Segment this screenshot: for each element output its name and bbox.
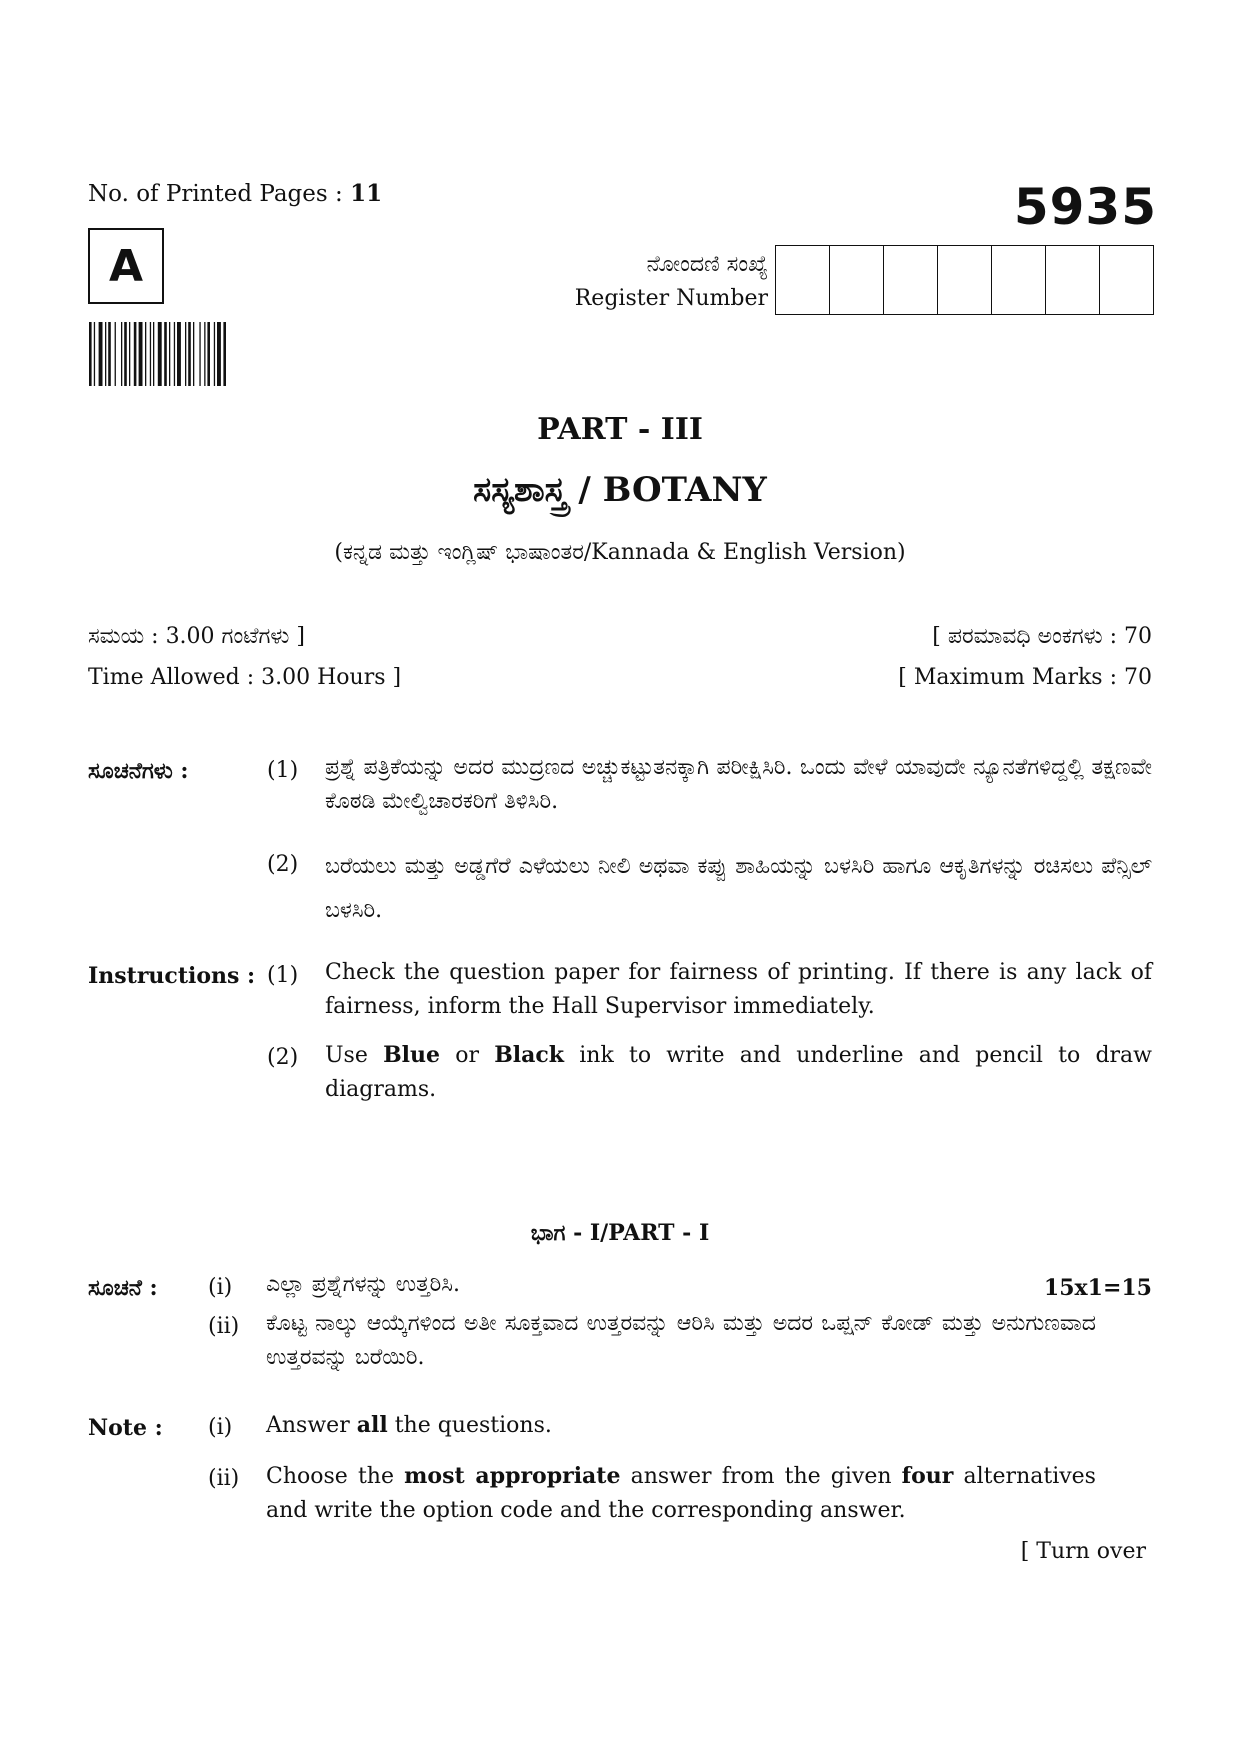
turn-over: [ Turn over xyxy=(1020,1539,1146,1564)
register-digit-box[interactable] xyxy=(938,246,992,314)
instruction-en-num: (2) xyxy=(267,1045,299,1070)
instruction-en-num: (1) xyxy=(267,963,299,988)
instruction-kn-text: ಬರೆಯಲು ಮತ್ತು ಅಡ್ಡಗೆರೆ ಎಳೆಯಲು ನೀಲಿ ಅಥವಾ ಕಪ್ಪು ಶಾಹಿಯನ್ನು ಬಳಸಿರಿ ಹಾಗೂ ಆಕೃತಿಗಳನ್ನು ರಚಿಸಲು ಪೆನ್ಸಿಲ್ ಬಳಸಿರಿ. xyxy=(325,854,1152,923)
subject-title: ಸಸ್ಯಶಾಸ್ತ್ರ / BOTANY xyxy=(473,470,767,510)
barcode-icon xyxy=(89,322,274,386)
marks-score: 15x1=15 xyxy=(1043,1275,1152,1301)
register-digit-box[interactable] xyxy=(830,246,884,314)
version-note: (ಕನ್ನಡ ಮತ್ತು ಇಂಗ್ಲಿಷ್ ಭಾಷಾಂತರ/Kannada & English Version) xyxy=(334,540,906,565)
printed-pages: No. of Printed Pages : 11 xyxy=(88,180,383,207)
instructions-kn-label: ಸೂಚನೆಗಳು : xyxy=(88,758,189,784)
instruction-kn-num: (2) xyxy=(267,852,299,877)
register-digit-box[interactable] xyxy=(1046,246,1100,314)
instruction-en-text: Check the question paper for fairness of printing. If there is any lack of fairness, inform the Hall Supervisor immediately. xyxy=(325,960,1152,1019)
part-title: PART - III xyxy=(537,412,703,447)
note-en-text: Choose the most appropriate answer from the given four alternatives and write the option code and the corresponding answer. xyxy=(266,1463,1096,1523)
note-kn-num: (ii) xyxy=(208,1314,240,1339)
register-digit-box[interactable] xyxy=(992,246,1046,314)
note-kn-text: ಎಲ್ಲಾ ಪ್ರಶ್ನೆಗಳನ್ನು ಉತ್ತರಿಸಿ. xyxy=(266,1272,460,1297)
note-kn-text: ಕೊಟ್ಟ ನಾಲ್ಕು ಆಯ್ಕೆಗಳಿಂದ ಅತೀ ಸೂಕ್ತವಾದ ಉತ್ತರವನ್ನು ಆರಿಸಿ ಮತ್ತು ಅದರ ಒಪ್ಷನ್ ಕೋಡ್ ಮತ್ತು ಅನುಗುಣವಾದ ಉತ್ತರವನ್ನು ಬರೆಯಿರಿ. xyxy=(266,1311,1096,1370)
paper-code: 5935 xyxy=(1013,178,1157,236)
part1-title: ಭಾಗ - I/PART - I xyxy=(530,1220,710,1246)
time-allowed-kn: ಸಮಯ : 3.00 ಗಂಟೆಗಳು ] xyxy=(88,624,305,649)
max-marks-en: [ Maximum Marks : 70 xyxy=(898,665,1152,690)
instruction-en-text: Use Blue or Black ink to write and underline and pencil to draw diagrams. xyxy=(325,1042,1153,1102)
note-en-num: (ii) xyxy=(208,1466,240,1491)
instruction-kn-num: (1) xyxy=(267,758,299,783)
note-kn-num: (i) xyxy=(208,1275,233,1300)
note-en-text: Answer all the questions. xyxy=(266,1412,552,1438)
note-kn-label: ಸೂಚನೆ : xyxy=(88,1275,158,1301)
register-digit-box[interactable] xyxy=(1100,246,1153,314)
instructions-en-label: Instructions : xyxy=(88,963,256,989)
note-en-num: (i) xyxy=(208,1415,233,1440)
time-allowed-en: Time Allowed : 3.00 Hours ] xyxy=(88,665,402,690)
register-digit-box[interactable] xyxy=(884,246,938,314)
register-label: ನೋಂದಣಿ ಸಂಖ್ಯೆ Register Number xyxy=(574,252,768,311)
instruction-kn-text: ಪ್ರಶ್ನೆ ಪತ್ರಿಕೆಯನ್ನು ಅದರ ಮುದ್ರಣದ ಅಚ್ಚುಕಟ್ಟುತನಕ್ಕಾಗಿ ಪರೀಕ್ಷಿಸಿರಿ. ಒಂದು ವೇಳೆ ಯಾವುದೇ ನ್ಯೂನತೆಗಳಿದ್ದಲ್ಲಿ ತಕ್ಷಣವೇ ಕೊಠಡಿ ಮೇಲ್ವಿಚಾರಕರಿಗೆ ತಿಳಿಸಿರಿ. xyxy=(325,755,1152,814)
note-en-label: Note : xyxy=(88,1415,163,1441)
max-marks-kn: [ ಪರಮಾವಧಿ ಅಂಕಗಳು : 70 xyxy=(932,624,1152,649)
series-box: A xyxy=(88,228,164,304)
register-number-boxes[interactable] xyxy=(775,245,1154,315)
register-digit-box[interactable] xyxy=(776,246,830,314)
